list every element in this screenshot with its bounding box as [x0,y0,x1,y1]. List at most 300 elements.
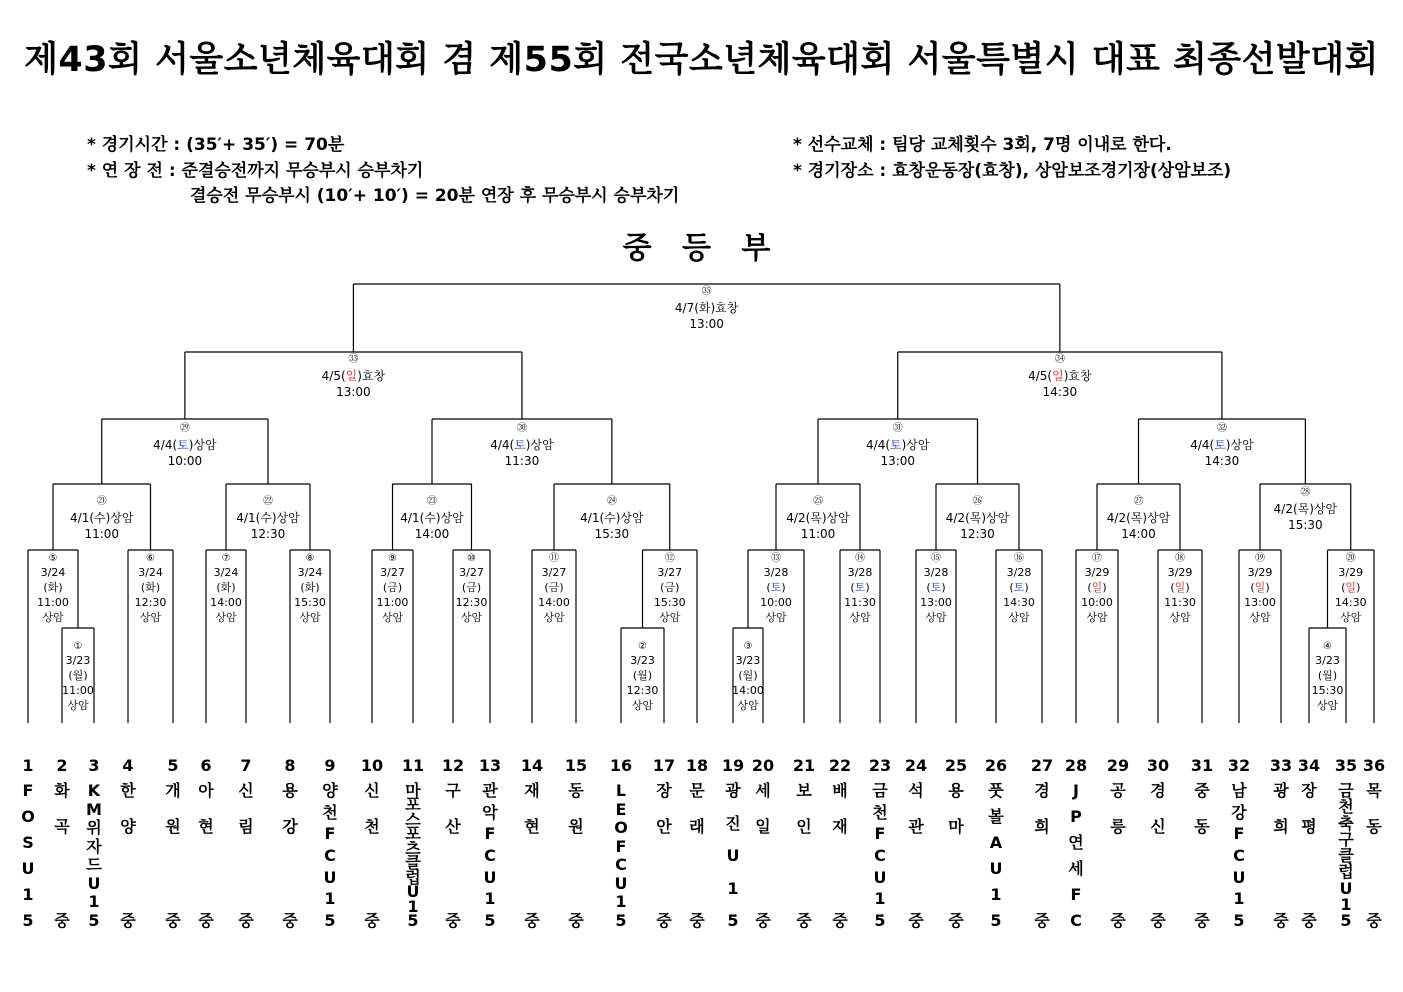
match-number-icon: ④ [1323,641,1332,652]
match-time: 12:30 [960,527,995,541]
team-name-char: 림 [238,817,254,836]
team-name-char: 럽 [1338,862,1354,882]
team-name-char: 중 [1110,911,1126,930]
team-name-char: M [86,799,102,819]
team-name-char: 용 [948,781,964,800]
match-schedule: 4/4(토)상암 [866,438,930,452]
match-number-icon: ㉛ [892,423,903,434]
match-time: 13:00 [880,454,916,468]
team-number: 25 [944,756,968,775]
team-name-char: U [483,867,497,887]
team-name-char: 신 [238,781,254,800]
team-name-char: F [484,824,496,844]
team-name-char: 중 [796,911,812,930]
match-venue: 상암 [631,699,654,712]
team-number: 30 [1146,756,1170,775]
match-schedule: 4/1(수)상암 [236,511,300,525]
match-number-icon: ㉔ [606,496,617,507]
match-day: (화) [300,581,320,594]
team-name-char: 용 [282,781,298,800]
team-name-char: 경 [1034,781,1050,800]
team-name-char: 축 [1338,813,1354,833]
match-time: 15:30 [1311,684,1344,697]
note-match-time: * 경기시간 : (35′+ 35′) = 70분 [87,135,345,155]
team-name-char: 중 [1273,911,1289,930]
team-name-char: 경 [1150,781,1166,800]
match-number-icon: ⑥ [146,553,155,564]
team-number: 9 [324,756,336,775]
team-name-char: 세 [1068,859,1084,878]
team-number: 29 [1106,756,1130,775]
match-number-icon: ⑨ [388,553,397,564]
match-venue: 상암 [460,611,483,624]
team-name-char: K [87,781,101,800]
note-substitution: * 선수교체 : 팀당 교체횟수 3회, 7명 이내로 한다. [793,135,1172,155]
team-name-char: 중 [364,911,380,930]
match-day: (화) [140,581,161,594]
match-date: 3/28 [923,566,949,579]
match-time: 11:00 [84,527,120,541]
team-name-char: O [21,807,35,826]
team-name-char: 5 [88,911,100,930]
team-name-char: 보 [796,781,812,800]
match-venue: 상암 [849,611,871,624]
team-name-char: 관 [908,817,924,836]
team-name-char: 동 [1366,817,1382,836]
match-time: 14:00 [414,527,450,541]
team-name-char: 1 [1340,894,1352,914]
team-name-char: 산 [445,817,461,836]
match-day: (월) [1317,669,1338,682]
match-time: 13:00 [336,385,371,399]
team-number: 8 [284,756,296,775]
match-date: 3/24 [297,566,323,579]
team-name-char: 드 [86,855,102,875]
team-name-char: 중 [689,911,705,930]
match-day: (토) [1009,581,1029,594]
team-name-char: 1 [407,896,419,916]
match-day: (월) [738,669,758,682]
team-name-char: 릉 [1110,817,1126,836]
team-number: 10 [360,756,384,775]
match-schedule: 4/2(목)상암 [786,511,850,525]
match-schedule: 4/2(목)상암 [1273,502,1338,516]
match-day: (일) [1170,581,1190,594]
match-time: 11:00 [376,596,409,609]
team-name-char: 희 [1273,817,1289,836]
match-time: 10:00 [167,454,203,468]
team-number: 11 [401,756,425,775]
match-number-icon: ㉓ [427,496,437,507]
team-name-char: 포 [405,795,421,815]
team-number: 36 [1362,756,1386,775]
division-title: 중 등 부 [622,231,781,266]
team-name-char: 중 [568,911,584,930]
team-number: 4 [122,756,134,775]
match-date: 3/23 [630,654,655,667]
match-number-icon: ⑬ [771,553,781,564]
team-name-char: 중 [120,911,136,930]
match-venue: 상암 [42,611,64,624]
match-venue: 상암 [67,699,89,712]
match-time: 10:00 [760,596,792,609]
note-venue: * 경기장소 : 효창운동장(효창), 상암보조경기장(상암보조) [793,161,1232,181]
match-number-icon: ㉗ [1133,496,1144,507]
team-number: 24 [904,756,928,775]
match-venue: 상암 [1169,611,1191,624]
team-name-char: U [1339,878,1353,898]
team-number: 17 [652,756,676,775]
team-number: 5 [167,756,179,775]
team-name-char: 문 [689,781,705,800]
team-name-char: 클 [1338,846,1354,865]
match-date: 3/28 [1006,566,1032,579]
match-day: (금) [461,581,482,594]
match-day: (월) [68,669,88,682]
team-name-char: 재 [832,817,848,836]
match-number-icon: ⑩ [467,553,476,564]
team-name-char: U [406,882,420,902]
team-number: 20 [751,756,775,775]
team-name-char: 위 [86,818,102,838]
team-number: 1 [22,756,34,775]
match-schedule: 4/1(수)상암 [400,511,464,525]
team-name-char: 장 [1301,781,1317,800]
team-name-char: 1 [484,889,496,909]
team-name-char: 강 [282,817,298,836]
match-date: 3/24 [213,566,239,579]
match-schedule: 4/2(목)상암 [1106,511,1171,525]
match-number-icon: ㉕ [813,496,823,507]
team-name-char: 연 [1068,833,1084,852]
team-name-char: 마 [405,781,421,800]
team-name-char: 중 [908,911,924,930]
match-date: 3/28 [763,566,789,579]
match-number-icon: ⑮ [931,553,941,564]
team-name-char: 중 [832,911,848,930]
team-name-char: 5 [727,911,739,930]
team-name-char: 중 [1194,911,1210,930]
team-name-char: 중 [445,911,461,930]
match-number-icon: ③ [743,641,753,652]
team-name-char: 희 [1034,817,1050,836]
note-extra-time: * 연 장 전 : 준결승전까지 무승부시 승부차기 [87,161,424,181]
team-name-char: L [615,781,627,800]
team-name-char: U [21,859,35,878]
team-name-char: 중 [238,911,254,930]
team-name-char: 한 [120,781,136,800]
match-time: 14:00 [210,596,242,609]
team-name-char: 화 [54,781,70,800]
team-name-char: 천 [872,802,888,822]
match-number-icon: ⑪ [549,553,559,564]
team-name-char: 1 [615,892,627,912]
match-time: 11:30 [844,596,876,609]
match-time: 13:00 [689,317,724,331]
match-day: (토) [766,581,786,594]
team-number: 32 [1227,756,1251,775]
team-name-char: U [726,846,740,865]
match-venue: 상암 [299,611,321,624]
team-name-char: 안 [656,817,672,836]
team-name-char: C [874,846,886,865]
team-name-char: 양 [120,817,136,836]
team-name-char: 중 [656,911,672,930]
team-name-char: F [22,781,34,800]
team-name-char: 중 [1150,911,1166,930]
team-number: 15 [564,756,588,775]
team-name-char: 천 [1338,797,1354,817]
team-name-char: 진 [725,813,741,833]
team-name-char: 목 [1366,781,1382,800]
team-name-char: 중 [1301,911,1317,930]
match-venue: 상암 [1086,611,1108,624]
team-name-char: 마 [948,817,964,836]
match-number-icon: ⑭ [855,553,865,564]
match-venue: 상암 [765,611,787,624]
match-schedule: 4/4(토)상암 [490,438,554,452]
match-time: 14:30 [1204,454,1240,468]
match-number-icon: ⑧ [305,553,315,564]
team-number: 3 [88,756,100,775]
match-venue: 상암 [1249,611,1271,624]
match-time: 14:30 [1003,596,1035,609]
team-name-char: 럽 [405,867,421,887]
team-number: 35 [1334,756,1358,775]
team-name-char: C [324,846,336,865]
team-name-char: U [323,867,337,887]
team-name-char: 래 [689,817,705,836]
team-number: 18 [685,756,709,775]
match-venue: 상암 [139,611,162,624]
team-number: 14 [520,756,544,775]
team-name-char: 구 [1338,829,1354,849]
match-date: 3/29 [1084,566,1110,579]
team-name-char: 배 [832,781,848,800]
team-name-char: 클 [405,853,421,873]
team-name-char: U [87,873,101,893]
match-time: 12:30 [626,684,659,697]
team-name-char: 중 [165,911,181,930]
team-number: 31 [1190,756,1214,775]
match-venue: 상암 [659,611,681,624]
team-number: 21 [792,756,816,775]
match-time: 11:00 [62,684,94,697]
match-time: 11:00 [37,596,69,609]
match-number-icon: ㉟ [701,286,712,297]
team-name-char: 일 [755,817,771,836]
team-name-char: C [484,846,496,865]
match-day: (화) [216,581,236,594]
team-name-char: O [614,818,628,838]
team-name-char: 현 [198,817,214,836]
team-name-char: 중 [1366,911,1382,930]
team-name-char: 1 [324,889,336,909]
note-final-extra-time: 결승전 무승부시 (10′+ 10′) = 20분 연장 후 무승부시 승부차기 [190,186,680,206]
match-day: (토) [926,581,946,594]
team-name-char: 1 [990,885,1002,904]
team-name-char: J [1073,781,1079,800]
team-name-char: 중 [524,911,540,930]
team-name-char: 중 [1034,911,1050,930]
match-number-icon: ② [638,641,647,652]
team-name-char: 중 [54,911,70,930]
match-date: 3/29 [1247,566,1273,579]
team-number: 22 [828,756,852,775]
match-time: 10:00 [1081,596,1113,609]
team-name-char: C [1070,911,1082,930]
match-date: 3/27 [657,566,683,579]
match-date: 3/24 [138,566,163,579]
team-name-char: 5 [1233,911,1245,930]
match-day: (화) [43,581,63,594]
team-name-char: 악 [482,802,498,822]
team-name-char: 구 [445,781,461,800]
team-name-char: 5 [22,911,34,930]
team-number: 23 [868,756,892,775]
team-name-char: 양 [322,781,338,800]
team-name-char: 1 [1233,889,1245,909]
team-number: 26 [984,756,1008,775]
match-date: 3/24 [40,566,66,579]
team-name-char: 원 [165,817,181,836]
team-name-char: 5 [324,911,336,930]
match-time: 15:30 [1288,518,1323,532]
match-day: (토) [850,581,870,594]
team-name-char: 5 [1340,911,1352,930]
page-title: 제43회 서울소년체육대회 겸 제55회 전국소년체육대회 서울특별시 대표 최종선발대회 [24,40,1379,80]
team-name-char: 세 [755,781,771,800]
team-number: 34 [1297,756,1321,775]
match-schedule: 4/5(일)효창 [1028,369,1092,383]
team-name-char: 관 [482,781,498,800]
match-number-icon: ⑦ [221,553,231,564]
match-number-icon: ⑫ [664,553,675,564]
match-time: 12:30 [134,596,167,609]
team-name-char: 5 [615,911,627,930]
team-name-char: 5 [484,911,496,930]
team-name-char: 곡 [54,817,70,836]
match-time: 14:30 [1042,385,1078,399]
match-day: (금) [382,581,403,594]
match-date: 3/29 [1338,566,1364,579]
match-number-icon: ㉚ [516,423,527,434]
team-name-char: 5 [874,911,886,930]
team-name-char: F [324,824,336,844]
match-time: 14:00 [732,684,764,697]
match-date: 3/23 [735,654,761,667]
match-time: 12:30 [455,596,488,609]
team-name-char: 5 [990,911,1002,930]
match-day: (일) [1341,581,1361,594]
team-name-char: 신 [364,781,380,800]
team-name-char: F [615,836,627,856]
team-name-char: 천 [364,817,380,836]
match-venue: 상암 [543,611,565,624]
team-name-char: 평 [1301,817,1317,836]
team-name-char: 석 [908,781,924,800]
match-number-icon: ⑯ [1014,553,1024,564]
team-name-char: 1 [727,878,739,898]
team-name-char: C [1233,846,1245,865]
match-day: (금) [544,581,564,594]
match-time: 11:30 [1164,596,1196,609]
match-venue: 상암 [215,611,237,624]
match-number-icon: ⑳ [1345,553,1356,564]
team-name-char: 자 [86,836,102,856]
team-name-char: 현 [524,817,540,836]
match-number-icon: ㉖ [972,496,983,507]
team-name-char: 1 [874,889,886,909]
team-name-char: U [989,859,1003,878]
match-date: 3/23 [1315,654,1340,667]
match-day: (일) [1250,581,1270,594]
match-number-icon: ⑤ [48,553,58,564]
match-number-icon: ㉘ [1300,487,1311,498]
team-name-char: 중 [755,911,771,930]
team-name-char: 금 [872,781,888,800]
match-date: 3/28 [847,566,873,579]
match-time: 14:00 [1121,527,1156,541]
match-time: 15:30 [594,527,630,541]
match-date: 3/27 [541,566,567,579]
team-number: 19 [721,756,745,775]
match-number-icon: ㉙ [179,423,190,434]
team-number: 7 [240,756,252,775]
match-schedule: 4/2(목)상암 [945,511,1010,525]
team-name-char: F [1233,824,1245,844]
match-number-icon: ㉞ [1054,354,1065,365]
team-number: 2 [56,756,68,775]
match-number-icon: ⑲ [1255,553,1265,564]
team-name-char: 동 [568,781,584,800]
match-day: (월) [632,669,653,682]
team-name-char: 인 [796,817,812,836]
team-number: 16 [609,756,633,775]
match-time: 13:00 [920,596,952,609]
match-date: 3/29 [1167,566,1193,579]
team-name-char: 남 [1231,781,1247,800]
team-name-char: 5 [407,911,419,930]
match-time: 12:30 [250,527,286,541]
match-venue: 상암 [737,699,759,712]
team-name-char: 아 [198,781,214,800]
match-number-icon: ㉒ [263,496,273,507]
team-name-char: 재 [524,781,540,800]
team-name-char: 풋 [988,781,1004,800]
match-time: 11:30 [504,454,540,468]
match-date: 3/23 [65,654,91,667]
team-name-char: 천 [322,802,338,822]
team-name-char: E [615,799,627,819]
match-day: (금) [660,581,680,594]
team-name-char: U [1232,867,1246,887]
team-number: 13 [478,756,502,775]
team-name-char: 중 [282,911,298,930]
team-name-char: P [1070,807,1082,826]
match-schedule: 4/4(토)상암 [153,438,217,452]
team-name-char: 볼 [988,807,1004,826]
match-time: 11:00 [800,527,836,541]
team-name-char: 신 [1150,817,1166,836]
team-number: 12 [441,756,465,775]
match-number-icon: ⑰ [1092,553,1102,564]
team-name-char: 스 [405,809,421,829]
match-venue: 상암 [925,611,947,624]
match-number-icon: ㉜ [1216,423,1227,434]
match-venue: 상암 [1340,611,1362,624]
match-schedule: 4/4(토)상암 [1190,438,1254,452]
